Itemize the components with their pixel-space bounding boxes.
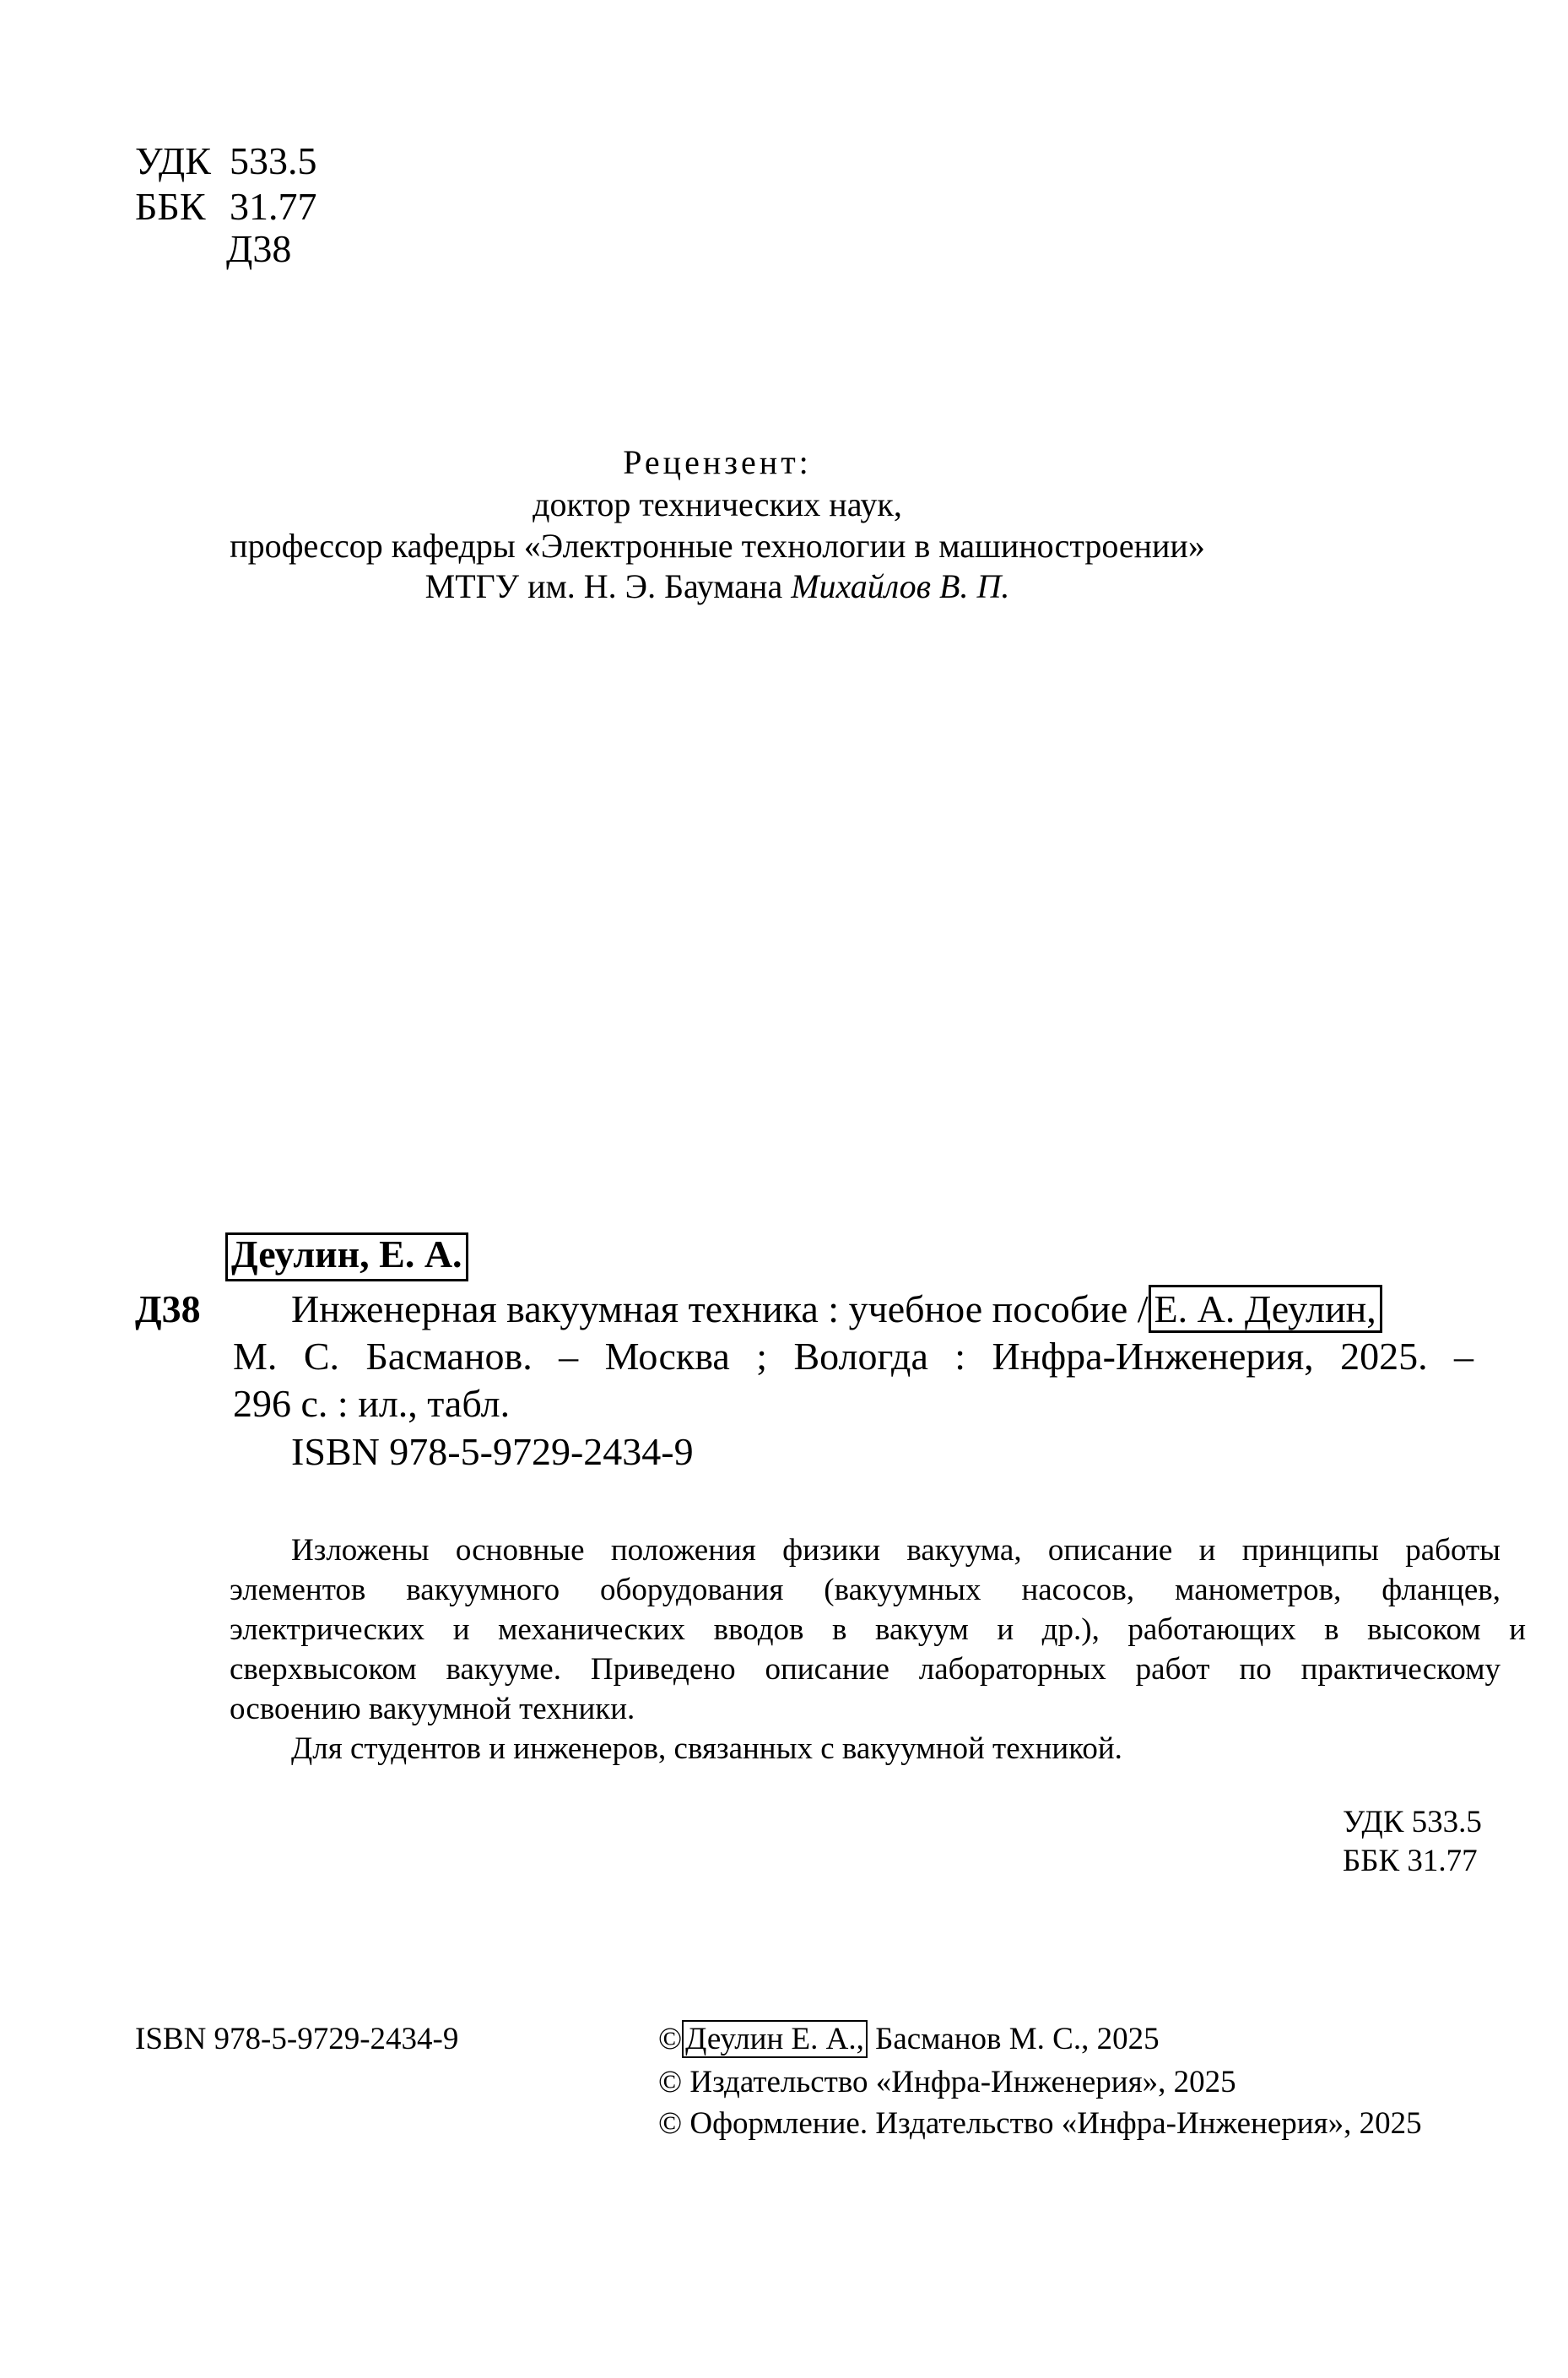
reviewer-name: Михайлов В. П. xyxy=(791,567,1010,605)
udk-label: УДК xyxy=(135,139,211,182)
bbk-code: 31.77 xyxy=(230,185,317,228)
udk-code: 533.5 xyxy=(230,139,317,182)
record-title-text: Инженерная вакуумная техника : учебное пособие / xyxy=(291,1287,1149,1330)
abstract-line-1: Изложены основные положения физики вакуума, описание и принципы работы xyxy=(291,1533,1500,1568)
reviewer-affiliation xyxy=(0,567,1435,605)
copyright-authors xyxy=(658,2023,1160,2055)
copyright-publisher: © Издательство «Инфра-Инженерия», 2025 xyxy=(658,2065,1236,2099)
reviewer-university: МТГУ им. Н. Э. Баумана xyxy=(424,567,792,605)
udk-right: УДК 533.5 xyxy=(1343,1805,1482,1839)
record-mark: Д38 xyxy=(135,1287,201,1330)
record-author-boxed: Е. А. Деулин, xyxy=(1149,1285,1382,1333)
bbk-label: ББК xyxy=(135,185,206,228)
abstract-audience: Для студентов и инженеров, связанных с вакуумной техникой. xyxy=(291,1731,1122,1766)
reviewer-position: профессор кафедры «Электронные технологии в машиностроении» xyxy=(230,527,1205,565)
record-title xyxy=(291,1287,1382,1330)
record-isbn: ISBN 978-5-9729-2434-9 xyxy=(291,1430,694,1473)
abstract-line-3: электрических и механических вводов в вакуум и др.), работающих в высоком и xyxy=(230,1612,1526,1647)
author-heading: Деулин, Е. А. xyxy=(225,1232,468,1281)
record-publication: М. С. Басманов. – Москва ; Вологда : Инфра-Инженерия, 2025. – xyxy=(233,1335,1473,1378)
abstract-line-4: сверхвысоком вакууме. Приведено описание лабораторных работ по практическому xyxy=(230,1652,1500,1687)
copyright-design: © Оформление. Издательство «Инфра-Инженерия», 2025 xyxy=(658,2106,1422,2141)
abstract-line-5: освоению вакуумной техники. xyxy=(230,1692,635,1726)
copyright-coauthor: Басманов М. С., 2025 xyxy=(867,2022,1160,2056)
copyright-symbol: © xyxy=(658,2022,683,2056)
record-extent: 296 с. : ил., табл. xyxy=(233,1382,511,1425)
abstract-line-2: элементов вакуумного оборудования (вакуумных насосов, манометров, фланцев, xyxy=(230,1573,1500,1607)
reviewer-degree: доктор технических наук, xyxy=(533,485,902,523)
bbk-right: ББК 31.77 xyxy=(1343,1844,1478,1878)
footer-isbn: ISBN 978-5-9729-2434-9 xyxy=(135,2022,459,2056)
author-mark: Д38 xyxy=(226,227,292,270)
reviewer-heading: Рецензент: xyxy=(623,443,812,481)
copyright-author-boxed: Деулин Е. А., xyxy=(682,2020,868,2058)
